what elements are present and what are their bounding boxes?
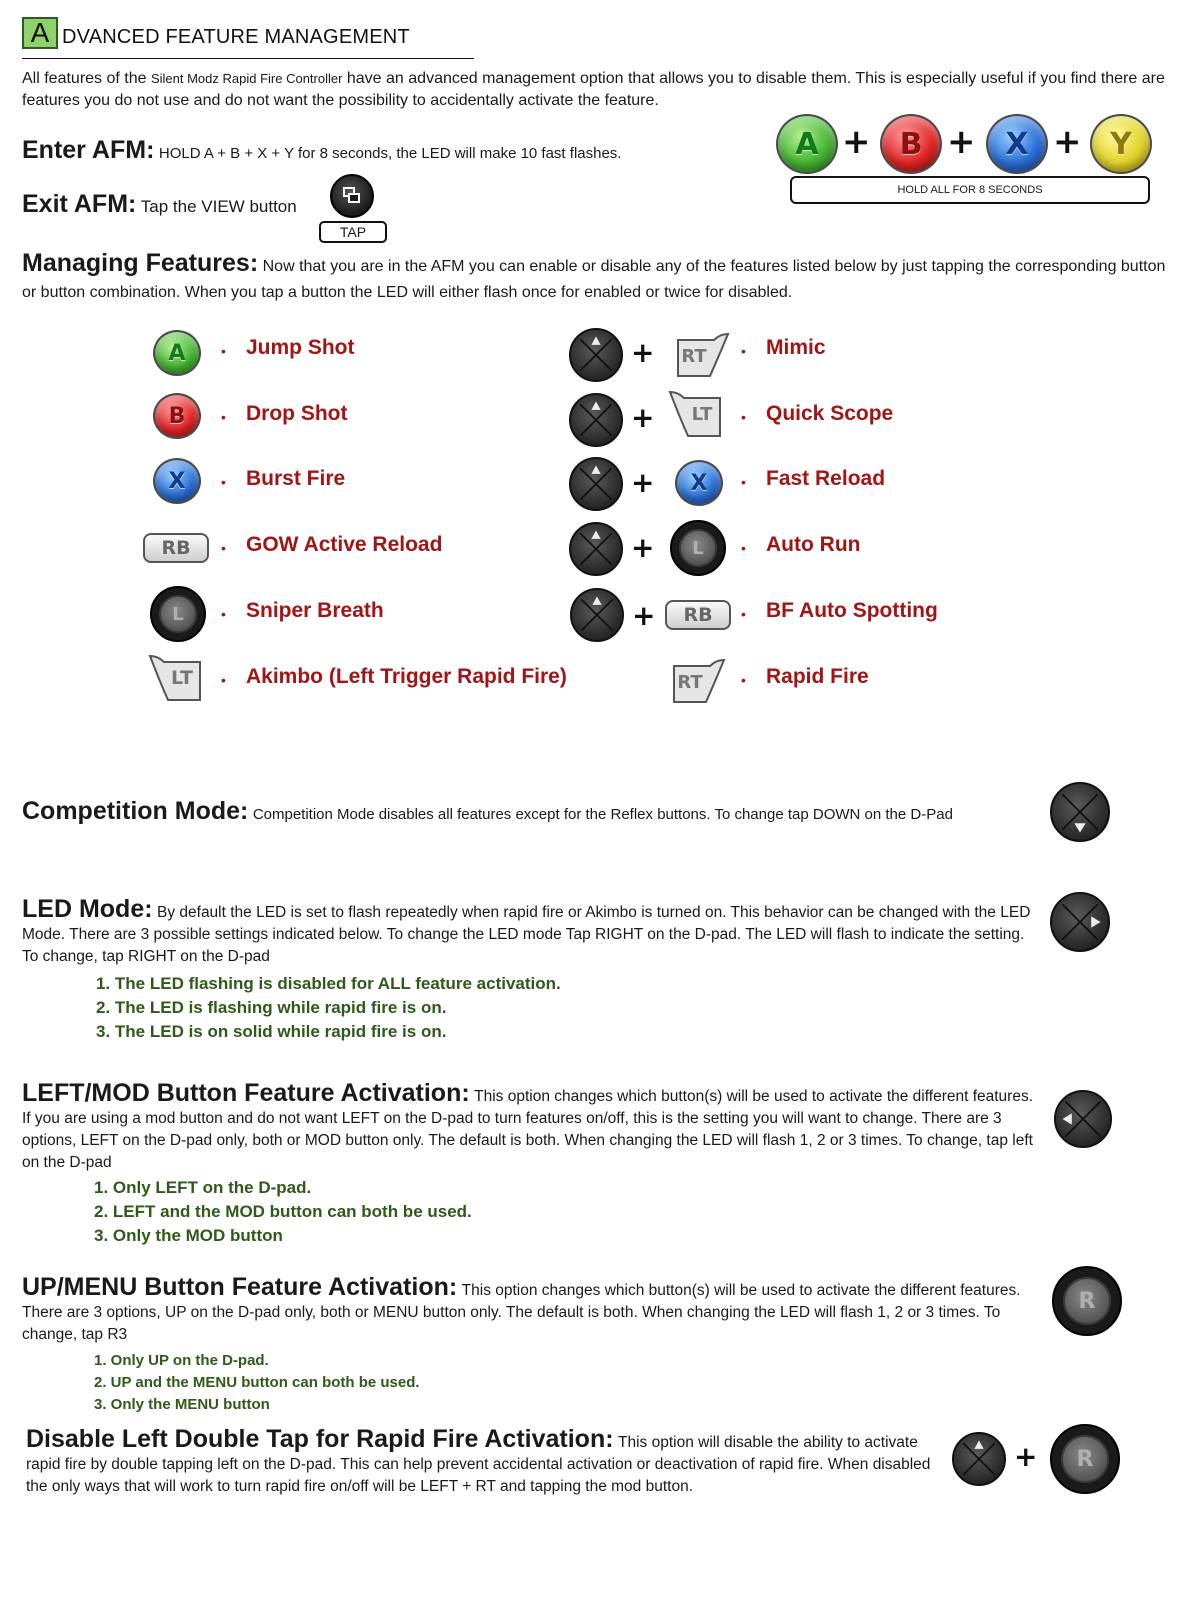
right-stick-icon: R xyxy=(1052,1266,1122,1336)
bullet-icon: • xyxy=(221,672,226,688)
list-item: 1. The LED flashing is disabled for ALL feature activation. xyxy=(96,974,561,993)
title-divider xyxy=(22,58,474,59)
dpad-up-icon xyxy=(569,393,623,447)
x-button-icon: X xyxy=(986,114,1048,174)
plus-icon: + xyxy=(632,599,656,632)
brand-name: Silent Modz Rapid Fire Controller xyxy=(150,71,343,86)
a-button-icon: A xyxy=(776,114,838,174)
competition-paragraph: Competition Mode: Competition Mode disables all features except for the Reflex buttons. To change tap DOWN on the D-Pad xyxy=(22,797,953,825)
bullet-icon: • xyxy=(741,606,746,622)
bullet-icon: • xyxy=(741,409,746,425)
enter-afm-section xyxy=(22,136,782,165)
upmenu-paragraph: UP/MENU Button Feature Activation: This option changes which button(s) will be used to activate the different features. There are 3 options, UP on the D-pad only, both or MENU button only. The default is both. When changing the LED will flash 1, 2 or 3 times. To change, tap R3 xyxy=(22,1273,1021,1343)
lt-trigger-icon xyxy=(146,652,206,704)
dpad-left-icon xyxy=(1054,1090,1112,1148)
exit-afm-heading: Exit AFM: xyxy=(22,190,137,218)
svg-text:LT: LT xyxy=(691,404,713,425)
list-item: 3. Only the MENU button xyxy=(94,1396,270,1413)
feature-rapid-fire: Rapid Fire xyxy=(766,665,869,688)
plus-icon: + xyxy=(631,336,655,369)
bullet-icon: • xyxy=(741,672,746,688)
feature-gow-active-reload: GOW Active Reload xyxy=(246,533,443,556)
doubletap-heading: Disable Left Double Tap for Rapid Fire Activation: xyxy=(26,1425,614,1453)
list-item: 3. The LED is on solid while rapid fire is on. xyxy=(96,1022,447,1041)
list-item: 1. Only LEFT on the D-pad. xyxy=(94,1178,312,1197)
upmenu-heading: UP/MENU Button Feature Activation: xyxy=(22,1273,458,1301)
upmenu-options-list xyxy=(94,1350,420,1416)
bullet-icon: • xyxy=(221,540,226,556)
bullet-icon: • xyxy=(741,474,746,490)
plus-icon: + xyxy=(1014,1440,1038,1473)
x-button-icon: X xyxy=(675,460,723,506)
feature-drop-shot: Drop Shot xyxy=(246,402,348,425)
feature-mimic: Mimic xyxy=(766,336,826,359)
managing-paragraph: Managing Features: Now that you are in the AFM you can enable or disable any of the features listed below by just tapping the corresponding button or button combination. When you tap a button the LED will either flash once for enabled or twice for disabled. xyxy=(22,249,1166,301)
plus-icon: + xyxy=(631,531,655,564)
plus-icon: + xyxy=(1053,122,1082,162)
right-stick-icon: R xyxy=(1050,1424,1120,1494)
y-button-icon: Y xyxy=(1090,114,1152,174)
list-item: 2. UP and the MENU button can both be used. xyxy=(94,1374,420,1391)
rt-trigger-icon xyxy=(672,330,730,380)
list-item: 2. LEFT and the MOD button can both be used. xyxy=(94,1202,472,1221)
plus-icon: + xyxy=(631,466,655,499)
dpad-up-icon xyxy=(569,328,623,382)
title-initial: A xyxy=(22,17,58,49)
list-item: 3. Only the MOD button xyxy=(94,1226,283,1245)
rb-button-icon: RB xyxy=(665,600,731,630)
a-button-icon: A xyxy=(153,330,201,376)
plus-icon: + xyxy=(947,122,976,162)
managing-heading: Managing Features: xyxy=(22,249,259,277)
bullet-icon: • xyxy=(221,409,226,425)
lt-trigger-icon xyxy=(666,388,726,440)
feature-auto-run: Auto Run xyxy=(766,533,861,556)
bullet-icon: • xyxy=(221,474,226,490)
dpad-up-icon xyxy=(569,457,623,511)
dpad-up-icon xyxy=(570,588,624,642)
feature-quick-scope: Quick Scope xyxy=(766,402,894,425)
dpad-down-icon xyxy=(1050,782,1110,842)
svg-text:RT: RT xyxy=(681,346,707,367)
led-heading: LED Mode: xyxy=(22,895,153,923)
hold-all-label: HOLD ALL FOR 8 SECONDS xyxy=(790,176,1150,204)
bullet-icon: • xyxy=(221,606,226,622)
left-stick-icon: L xyxy=(670,520,726,576)
feature-burst-fire: Burst Fire xyxy=(246,467,346,490)
intro-paragraph: All features of the Silent Modz Rapid Fire Controller have an advanced management option that allows you to disable them. This is especially useful if you find there are features you do not use and do not want the possibility to accidentally activate the feature. xyxy=(22,70,1165,109)
led-paragraph: LED Mode: By default the LED is set to flash repeatedly when rapid fire or Akimbo is turned on. This behavior can be changed with the LED Mode. There are 3 possible settings indicated below. To change the LED mode Tap RIGHT on the D-pad. The LED will flash to indicate the setting. To change, tap RIGHT on the D-pad xyxy=(22,895,1031,965)
feature-bf-auto-spotting: BF Auto Spotting xyxy=(766,599,938,622)
feature-sniper-breath: Sniper Breath xyxy=(246,599,384,622)
rb-button-icon: RB xyxy=(143,533,209,563)
plus-icon: + xyxy=(842,122,871,162)
x-button-icon: X xyxy=(153,458,201,504)
bullet-icon: • xyxy=(741,540,746,556)
competition-heading: Competition Mode: xyxy=(22,797,249,825)
dpad-up-icon xyxy=(569,522,623,576)
leftmod-heading: LEFT/MOD Button Feature Activation: xyxy=(22,1079,470,1107)
left-stick-icon: L xyxy=(150,586,206,642)
enter-afm-text: HOLD A + B + X + Y for 8 seconds, the LED will make 10 fast flashes. xyxy=(158,145,622,162)
doubletap-paragraph: Disable Left Double Tap for Rapid Fire Activation: This option will disable the ability to activate rapid fire by double tapping left on the D-pad. This can help prevent accidental activation or deactivation of rapid fire. When disabled the only ways that will work to turn rapid fire on/off will be LEFT + RT and tapping the mod button. xyxy=(26,1425,931,1495)
rt-trigger-icon xyxy=(668,656,726,706)
list-item: 2. The LED is flashing while rapid fire is on. xyxy=(96,998,447,1017)
led-options-list xyxy=(96,972,561,1044)
svg-text:LT: LT xyxy=(171,667,193,689)
dpad-right-icon xyxy=(1050,892,1110,952)
dpad-up-icon xyxy=(952,1432,1006,1486)
page-title: DVANCED FEATURE MANAGEMENT xyxy=(62,26,410,48)
b-button-icon: B xyxy=(880,114,942,174)
feature-akimbo: Akimbo (Left Trigger Rapid Fire) xyxy=(246,665,567,688)
leftmod-paragraph: LEFT/MOD Button Feature Activation: This option changes which button(s) will be used to activate the different features. If you are using a mod button and do not want LEFT on the D-pad to turn features on/off, this is the setting you will want to change. There are 3 options, LEFT on the D-pad only, both or MOD button only. The default is both. When changing the LED will flash 1, 2 or 3 times. To change, tap left on the D-pad xyxy=(22,1079,1034,1171)
exit-afm-text: Tap the VIEW button xyxy=(140,197,297,216)
exit-afm-section xyxy=(22,190,297,219)
bullet-icon: • xyxy=(741,343,746,359)
feature-jump-shot: Jump Shot xyxy=(246,336,355,359)
plus-icon: + xyxy=(631,401,655,434)
b-button-icon: B xyxy=(153,393,201,439)
feature-fast-reload: Fast Reload xyxy=(766,467,886,490)
enter-afm-heading: Enter AFM: xyxy=(22,136,155,164)
tap-label: TAP xyxy=(319,221,387,243)
list-item: 1. Only UP on the D-pad. xyxy=(94,1352,269,1369)
svg-text:RT: RT xyxy=(677,672,703,693)
view-button-icon xyxy=(330,174,374,218)
bullet-icon: • xyxy=(221,343,226,359)
leftmod-options-list xyxy=(94,1176,472,1248)
